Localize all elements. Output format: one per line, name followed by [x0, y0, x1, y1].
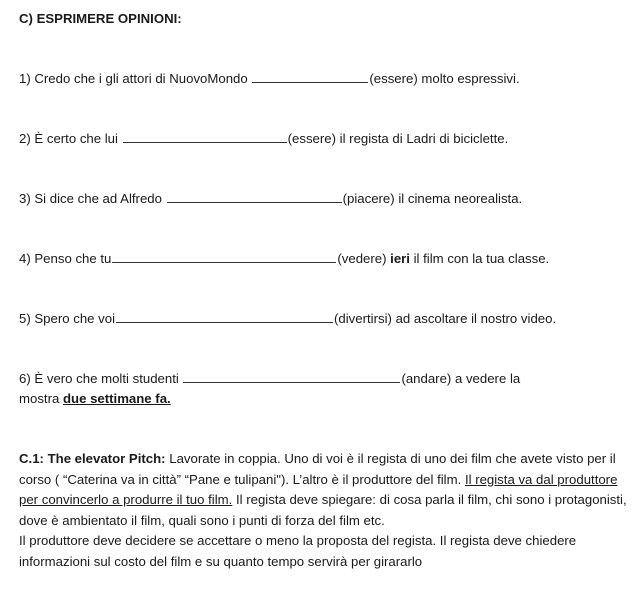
item-3-prompt: 3) Si dice che ad Alfredo: [19, 191, 166, 206]
section-c-title: C) ESPRIMERE OPINIONI:: [19, 11, 182, 26]
item-6-line2-text: mostra: [19, 391, 63, 406]
item-3-blank[interactable]: [167, 190, 342, 203]
item-1-blank[interactable]: [252, 70, 368, 83]
exercise-item-2: [19, 129, 508, 149]
item-4-rest-b: il film con la tua classe.: [409, 251, 550, 266]
item-5-prompt: 5) Spero che voi: [19, 311, 116, 326]
pitch-underlined-sentence: Il regista va dal produttore per convincerlo a produrre il tuo film.: [19, 471, 618, 507]
item-6-bold-phrase: due settimane fa.: [62, 391, 171, 406]
item-4-bold-word: ieri: [390, 251, 410, 266]
elevator-pitch-section: [19, 449, 629, 572]
exercise-item-6: [19, 369, 520, 389]
item-6-prompt: 6) È vero che molti studenti: [19, 371, 183, 386]
item-3-rest: (piacere) il cinema neorealista.: [342, 191, 523, 206]
item-6-rest: (andare) a vedere la: [401, 371, 521, 386]
item-1-prompt: 1) Credo che i gli attori di NuovoMondo: [19, 71, 252, 86]
item-2-rest: (essere) il regista di Ladri di biciclette.: [287, 131, 509, 146]
pitch-text-a: Lavorate in coppia. Uno di voi è il regista di uno dei film che avete visto per il corso ( “Caterina va in città” “Pane e tulipani"). L’altro è il produttore del film.: [19, 451, 616, 487]
pitch-text-b: Il regista deve spiegare: di cosa parla il film, chi sono i protagonisti, dove è ambientato il film, quali sono i punti di forza del film etc.: [19, 492, 627, 528]
item-5-rest: (divertirsi) ad ascoltare il nostro video.: [334, 311, 557, 326]
exercise-item-6-line2: [19, 389, 171, 409]
item-1-rest: (essere) molto espressivi.: [369, 71, 520, 86]
item-4-rest-a: (vedere): [337, 251, 391, 266]
exercise-item-3: [19, 189, 522, 209]
item-2-blank[interactable]: [123, 130, 287, 143]
item-4-prompt: 4) Penso che tu: [19, 251, 112, 266]
exercise-item-5: [19, 309, 556, 329]
item-5-blank[interactable]: [116, 310, 333, 323]
pitch-paragraph-1: [19, 449, 629, 531]
exercise-item-1: [19, 69, 520, 89]
section-c1-title: C.1: The elevator Pitch:: [19, 451, 166, 466]
item-6-blank[interactable]: [183, 370, 400, 383]
pitch-paragraph-2: Il produttore deve decidere se accettare o meno la proposta del regista. Il regista deve chiedere informazioni sul costo del film e su quanto tempo servirà per girararlo: [19, 533, 577, 569]
exercise-item-4: [19, 249, 549, 269]
item-4-blank[interactable]: [112, 250, 336, 263]
item-2-prompt: 2) È certo che lui: [19, 131, 122, 146]
